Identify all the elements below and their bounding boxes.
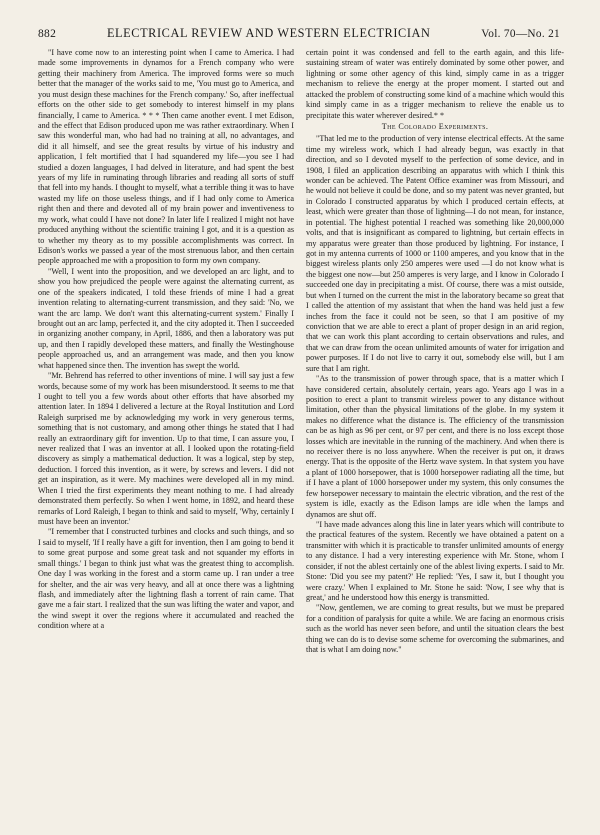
left-column	[38, 48, 294, 820]
volume-issue: Vol. 70—No. 21	[481, 28, 560, 40]
paragraph: "As to the transmission of power through space, that is a matter which I have considered certain, absolutely certain, years ago. Years ago I was in a position to erect a plant to transmit wireless power to any distance without limitation, other than the physical limitations of the globe. In my system it makes no difference what the distance is. The efficiency of the transmission can be as high as 96 per cent, or 97 per cent, and there is no loss except those losses which are inevitable in the running of the machinery. And when there is no receiver there is no loss anywhere. When the receiver is put on, it draws energy. That is the opposite of the Hertz wave system. In that system you have a plant of 1000 horsepower, that is 1000 horsepower radiating all the time, but if I have a plant of 1000 horsepower under my system, this only consumes the few horsepower necessary to maintain the electric vibration, and the rest of the system is idle, exactly as the Edison lamps are idle when the lamps and dynamos are shut off.	[306, 374, 564, 519]
publication-title: ELECTRICAL REVIEW AND WESTERN ELECTRICIAN	[106, 26, 431, 40]
paragraph: "That led me to the production of very intense electrical effects. At the same time my wireless work, which I had already begun, was exactly in that direction, and so I devoted myself to the perfection of some device, and in 1908, I filed an application describing an apparatus with which I think this wonder can be achieved. The Patent Office examiner was from Missouri, and he would not believe it could be done, and so my patent was never granted, but in Colorado I constructed apparatus by which I produced certain effects, at least, which were greater than those of lightning—I do not mean, for instance, in potential. The highest potential I reached was something like 20,000,000 volts, and that is insignificant as compared to lightning, but certain effects in my apparatus were greater than those produced by lightning. For instance, I got in my antenna currents of 1000 or 1100 amperes, and you know that in the biggest wireless plants only 250 amperes were used —I do not know what is the biggest one now—but 250 amperes is very large, and I know in Colorado I succeeded one day in precipitating a mist. Of course, there was a mist outside, but when I turned on the current the mist in the laboratory became so great that I called the attention of my assistant that when the hand was held just a few inches from the face it could not be seen, so that I am positive of my conviction that we are able to erect a plant of proper design in an arid region, that we can work this plant according to certain observations and rules, and that we can draw from the ocean unlimited amounts of water for irrigation and power purposes. If I do not live to carry it out, somebody else will, but I am sure that I am right.	[306, 134, 564, 373]
page-header	[38, 26, 560, 42]
paragraph: "Mr. Behrend has referred to other inventions of mine. I will say just a few words, because some of my work has been misunderstood. It seems to me that I ought to tell you a few words about other efforts that have absorbed my attention later. In 1894 I delivered a lecture at the Royal Institution and Lord Raleigh surprised me by acknowledging my work in very generous terms, something that is not customary, and among other things he stated that I had really an extraordinary gift for invention. Up to that time, I can assure you, I never realized that I was an inventor at all. I looked upon the rotating-field discovery as simply a mathematical deduction. It was a logical, step by step, deduction. I forced this invention, as it were, by screws and levers. I did not get an inspiration, as it were. My machines were developed all in my mind. When I tried the first experiments they meant nothing to me. I had already demonstrated them perfectly. So when I went home, in 1892, and heard these remarks of Lord Raleigh, I began to think and said to myself, 'Why, certainly I must have been an inventor.'	[38, 371, 294, 526]
page-number: 882	[38, 28, 57, 40]
paragraph: "I remember that I constructed turbines and clocks and such things, and so I said to myself, 'If I really have a gift for invention, then I am going to bend it to some great purpose and some great task and not squander my efforts in small things.' I began to think just what was the greatest thing to accomplish. One day I was working in the forest and a storm came up. I ran under a tree for shelter, and the air was very heavy, and all at once there was a lightning flash, and immediately after the lightning flash a torrent of rain came. That gave me a fair start. I realized that the sun was lifting the water and vapor, and the wind swept it over the regions where it accumulated and reached the condition where at a	[38, 527, 294, 631]
paragraph: "Well, I went into the proposition, and we developed an arc light, and to show you how prejudiced the people were against the alternating current, as one of the speakers indicated, I told these friends of mine I had a great invention relating to alternating-current transmission, and they said: 'No, we want the arc lamp. We don't want this alternating-current system.' Finally I brought out an arc lamp, perfected it, and the city adopted it. Then I succeeded in organizing another company, in April, 1886, and then a laboratory was put up, and then I rapidly developed these matters, and finally the Westinghouse people approached us, and an arrangement was made, and then you know what happened since then. The invention has swept the world.	[38, 266, 294, 370]
paragraph: "Now, gentlemen, we are coming to great results, but we must be prepared for a condition of paralysis for quite a while. We are facing an enormous crisis such as the world has never seen before, and until the situation clears the best thing we can do is to devise some scheme for overcoming the submarines, and that is what I am doing now."	[306, 603, 564, 655]
right-column	[306, 48, 564, 820]
section-heading: The Colorado Experiments.	[381, 121, 489, 131]
paragraph-continued: certain point it was condensed and fell to the earth again, and this life-sustaining stream of water was entirely dominated by some other power, and lightning or some other agency of this kind, simply came in as a trigger mechanism to relieve the energy at the proper moment. I started out and attacked the problem of constructing some kind of a machine which would this kind simply came in as a trigger mechanism to relieve the enable us to precipitate this water wherever desired.* *	[306, 48, 564, 120]
paragraph: "I have made advances along this line in later years which will contribute to the practical features of the system. Recently we have obtained a patent on a transmitter with which it is practicable to transfer unlimited amounts of energy to any distance. I had a very interesting experience with Mr. Stone, whom I consider, if not the ablest certainly one of the ablest living experts. I said to Mr. Stone: 'Did you see my patent?' He replied: 'Yes, I saw it, but I thought you were crazy.' When I explained to Mr. Stone he said: 'Now, I see why that is great,' and he understood how this energy is transmitted.	[306, 519, 564, 602]
paragraph: "I have come now to an interesting point when I came to America. I had made some improvements in dynamos for a French company who were getting their machinery from America. The improved forms were so much better that the manager of the works said to me, 'You must go to America, and you must design these machines for the French company.' So, after ineffectual efforts on the other side to get somebody to interest himself in my plans financially, I came to America. * * * Then came another event. I met Edison, and the effect that Edison produced upon me was rather extraordinary. When I saw this wonderful man, who had had no training at all, no advantages, and did it all himself, and see the great results by virtue of his industry and application, I felt mortified that I had squandered my life—you see I had studied a dozen languages, I had delved in literature, and had spent the best years of my life in ruminating through libraries and reading all sorts of stuff that fell into my hands. I thought to myself, what a terrible thing it was to have wasted my life on those useless things, and if I had only come to America right then and there and devoted all of my brain power and inventiveness to my work, what could I have not done? In later life I realized I might not have produced anything without the scientific training I got, and it is a question as to whether my theory as to my possible accomplishments was correct. In Edison's works we passed a year of the most strenuous labor, and then certain people approached me with a proposition to form my own company.	[38, 48, 294, 266]
